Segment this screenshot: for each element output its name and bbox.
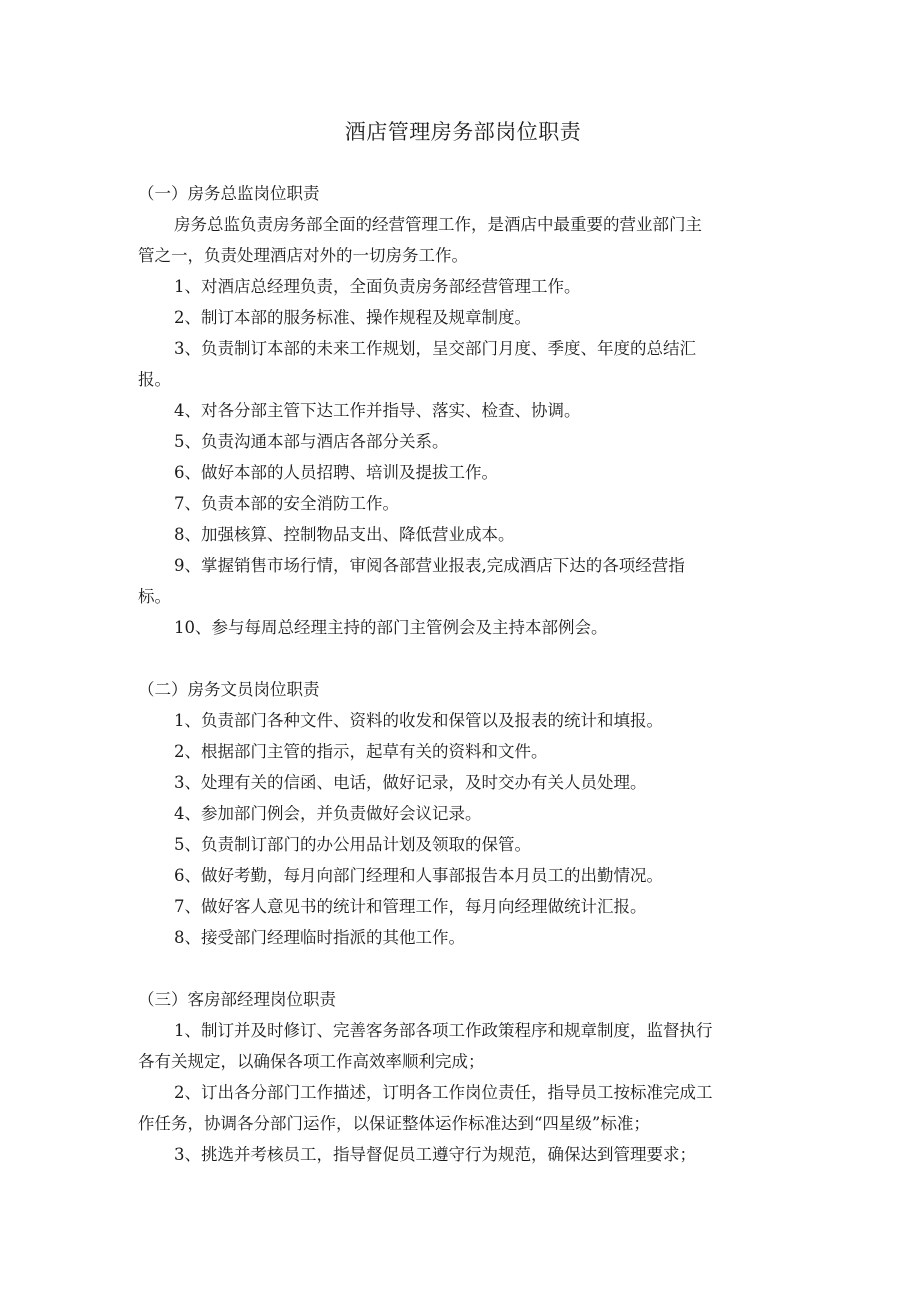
section1-item: 3、负责制订本部的未来工作规划，呈交部门月度、季度、年度的总结汇 — [174, 339, 696, 358]
section2-item: 1、负责部门各种文件、资料的收发和保管以及报表的统计和填报。 — [174, 711, 663, 730]
section1-item: 标。 — [138, 587, 171, 606]
section3-item: 各有关规定，以确保各项工作高效率顺利完成； — [138, 1052, 485, 1071]
document-title: 酒店管理房务部岗位职责 — [344, 120, 582, 144]
section2-item: 8、接受部门经理临时指派的其他工作。 — [174, 928, 465, 947]
section2-item: 2、根据部门主管的指示，起草有关的资料和文件。 — [174, 742, 548, 761]
section1-item: 7、负责本部的安全消防工作。 — [174, 494, 399, 513]
section1-item: 9、掌握销售市场行情，审阅各部营业报表,完成酒店下达的各项经营指 — [174, 556, 685, 575]
section1-item: 6、做好本部的人员招聘、培训及提拔工作。 — [174, 463, 498, 482]
section1-item: 5、负责沟通本部与酒店各部分关系。 — [174, 432, 449, 451]
section1-item: 8、加强核算、控制物品支出、降低营业成本。 — [174, 525, 515, 544]
section3-item: 2、订出各分部门工作描述，订明各工作岗位责任，指导员工按标准完成工 — [174, 1083, 713, 1102]
section1-intro-line: 管之一，负责处理酒店对外的一切房务工作。 — [138, 246, 468, 265]
section2-item: 3、处理有关的信函、电话，做好记录，及时交办有关人员处理。 — [174, 773, 647, 792]
section2-item: 5、负责制订部门的办公用品计划及领取的保管。 — [174, 835, 531, 854]
section1-heading: （一）房务总监岗位职责 — [138, 184, 320, 203]
section1-item: 报。 — [138, 370, 171, 389]
section3-item: 1、制订并及时修订、完善客务部各项工作政策程序和规章制度，监督执行 — [174, 1021, 713, 1040]
section2-heading: （二）房务文员岗位职责 — [138, 680, 320, 699]
section1-intro-line: 房务总监负责房务部全面的经营管理工作，是酒店中最重要的营业部门主 — [174, 215, 702, 234]
section1-item: 1、对酒店总经理负责，全面负责房务部经营管理工作。 — [174, 277, 581, 296]
section3-item: 作任务，协调各分部门运作，以保证整体运作标准达到“四星级”标准； — [138, 1114, 650, 1133]
section2-item: 7、做好客人意见书的统计和管理工作，每月向经理做统计汇报。 — [174, 897, 647, 916]
section3-heading: （三）客房部经理岗位职责 — [138, 990, 336, 1009]
section1-item: 10、参与每周总经理主持的部门主管例会及主持本部例会。 — [174, 618, 608, 637]
section3-item: 3、挑选并考核员工，指导督促员工遵守行为规范，确保达到管理要求； — [174, 1145, 696, 1164]
section1-item: 4、对各分部主管下达工作并指导、落实、检查、协调。 — [174, 401, 581, 420]
section1-item: 2、制订本部的服务标准、操作规程及规章制度。 — [174, 308, 531, 327]
section2-item: 6、做好考勤，每月向部门经理和人事部报告本月员工的出勤情况。 — [174, 866, 663, 885]
section2-item: 4、参加部门例会，并负责做好会议记录。 — [174, 804, 482, 823]
